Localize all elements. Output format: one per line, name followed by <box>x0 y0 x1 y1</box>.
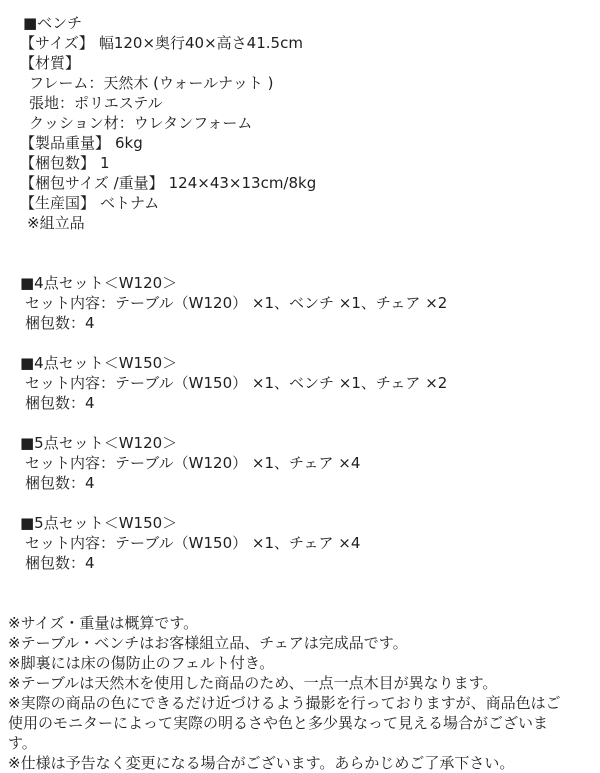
spec-package-size-value: 124×43×13cm/8kg <box>168 174 317 192</box>
spec-size-line <box>20 33 600 53</box>
spec-size-value: 幅120×奥行40×高さ41.5cm <box>98 34 303 52</box>
set-heading: ■4点セット＜W120＞ <box>20 274 178 292</box>
notes-section <box>0 613 600 773</box>
note-item: ※テーブルは天然木を使用した商品のため、一点一点木目が異なります。 <box>8 674 498 692</box>
note-item: ※仕様は予告なく変更になる場合がございます。あらかじめご了承下さい。 <box>8 754 515 772</box>
set-block-5pc-w120 <box>0 433 600 493</box>
spec-material-cushion: クッション材：ウレタンフォーム <box>29 114 253 132</box>
set-heading: ■5点セット＜W120＞ <box>20 434 178 452</box>
spec-package-size-label: 【梱包サイズ /重量】 <box>20 174 164 192</box>
spec-material-frame: フレーム：天然木 (ウォールナット ) <box>29 74 274 92</box>
spec-material-upholstery: 張地：ポリエステル <box>29 94 163 112</box>
bench-spec-heading: ■ベンチ <box>23 14 83 32</box>
set-contents: セット内容：テーブル（W150） ×1、ベンチ ×1、チェア ×2 <box>25 374 448 392</box>
spec-origin-value: ベトナム <box>100 194 160 212</box>
set-heading: ■4点セット＜W150＞ <box>20 354 178 372</box>
note-item: ※テーブル・ベンチはお客様組立品、チェアは完成品です。 <box>8 634 408 652</box>
set-package-count: 梱包数：4 <box>25 554 95 572</box>
set-list <box>0 273 600 573</box>
note-item: ※サイズ・重量は概算です。 <box>8 614 199 632</box>
spec-size-label: 【サイズ】 <box>20 34 94 52</box>
spec-package-count-value: 1 <box>100 154 110 172</box>
set-package-count: 梱包数：4 <box>25 474 95 492</box>
set-contents: セット内容：テーブル（W120） ×1、チェア ×4 <box>25 454 361 472</box>
spec-assembly-note: ※組立品 <box>27 214 85 232</box>
spec-material-label: 【材質】 <box>20 54 81 72</box>
spec-origin-label: 【生産国】 <box>20 194 96 212</box>
set-heading: ■5点セット＜W150＞ <box>20 514 178 532</box>
spec-product-weight-value: 6kg <box>115 134 143 152</box>
set-contents: セット内容：テーブル（W120） ×1、ベンチ ×1、チェア ×2 <box>25 294 448 312</box>
set-block-4pc-w120 <box>0 273 600 333</box>
spec-package-count-line <box>20 153 600 173</box>
note-item: ※実際の商品の色にできるだけ近づけるよう撮影を行っておりますが、商品色はご使用のモニターによって実際の明るさや色と多少異なって見える場合がございます。 <box>8 694 561 752</box>
spec-package-count-label: 【梱包数】 <box>20 154 96 172</box>
note-item: ※脚裏には床の傷防止のフェルト付き。 <box>8 654 275 672</box>
spec-package-size-line <box>20 173 600 193</box>
set-contents: セット内容：テーブル（W150） ×1、チェア ×4 <box>25 534 361 552</box>
set-package-count: 梱包数：4 <box>25 394 95 412</box>
set-block-5pc-w150 <box>0 513 600 573</box>
set-block-4pc-w150 <box>0 353 600 413</box>
spec-product-weight-line <box>20 133 600 153</box>
set-package-count: 梱包数：4 <box>25 314 95 332</box>
bench-spec-section <box>0 13 600 233</box>
spec-product-weight-label: 【製品重量】 <box>20 134 111 152</box>
spec-origin-line <box>20 193 600 213</box>
